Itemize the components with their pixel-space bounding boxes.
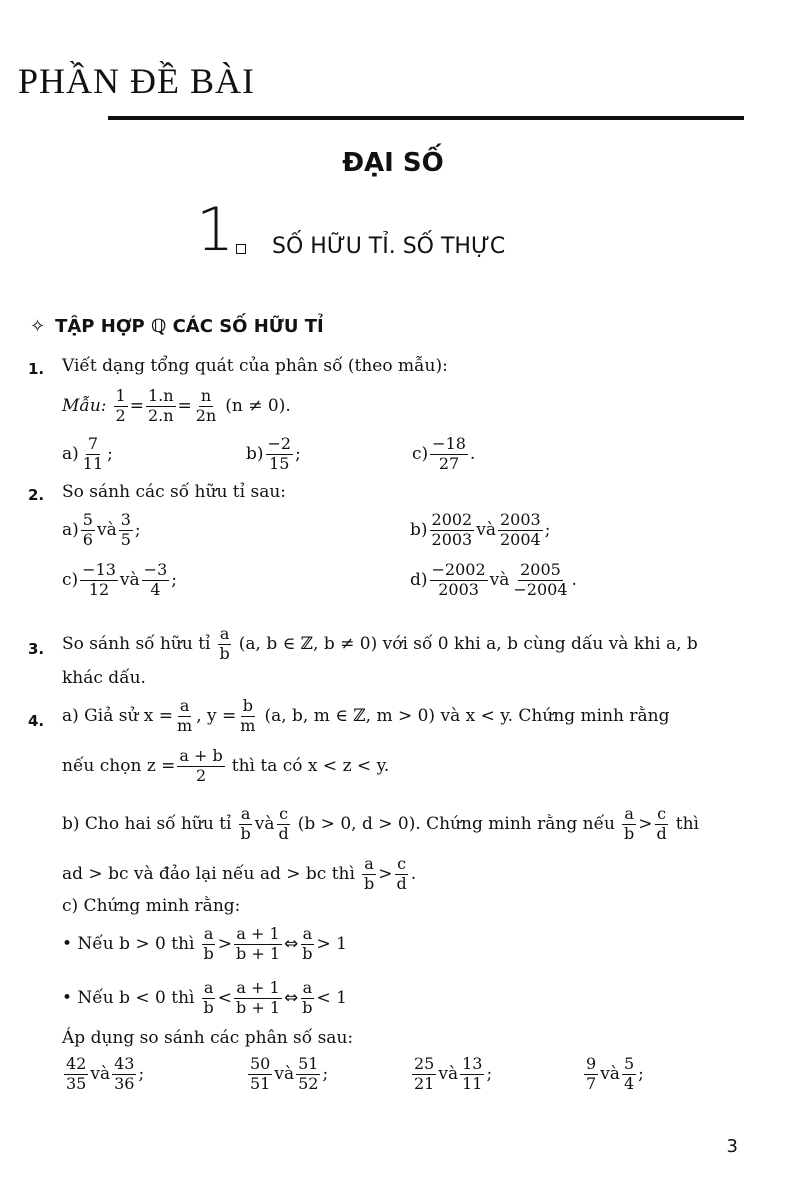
denominator: 52	[298, 1073, 319, 1093]
problem-4-apply	[62, 1028, 353, 1048]
punctuation: ;	[638, 1064, 644, 1085]
operator: >	[217, 934, 232, 955]
numerator: a + 1	[236, 924, 280, 943]
part-label: b)	[246, 444, 264, 465]
conjunction: và	[600, 1064, 620, 1085]
problem-4-c	[62, 896, 240, 916]
compare-pair	[582, 1056, 644, 1093]
problem-3-line-1	[62, 626, 698, 663]
problem-4-a-line-1	[62, 698, 670, 735]
problem-number: 4.	[28, 712, 45, 730]
numerator: a	[219, 624, 230, 643]
problem-text: (a, b, m ∈ ℤ, m > 0) và x < y. Chứng minh rằng	[264, 706, 670, 727]
punctuation: ;	[544, 520, 551, 541]
numerator: 3	[120, 510, 131, 529]
numerator: n	[200, 386, 212, 405]
operator: >	[378, 864, 393, 885]
denominator: 21	[414, 1073, 435, 1093]
problem-4-a-line-2	[62, 748, 389, 785]
equivalence-icon: ⇔	[284, 988, 299, 1009]
denominator: b	[240, 823, 251, 843]
numerator: 43	[114, 1054, 135, 1073]
fraction	[239, 806, 253, 843]
denominator: 35	[66, 1073, 87, 1093]
numerator: a	[302, 978, 313, 997]
denominator: m	[177, 715, 193, 735]
numerator: 9	[586, 1054, 597, 1073]
fraction	[238, 698, 257, 735]
fraction	[119, 512, 133, 549]
denominator: 51	[250, 1073, 271, 1093]
fraction	[202, 926, 216, 963]
problem-text: a) Giả sử x =	[62, 706, 174, 727]
fraction	[81, 512, 95, 549]
compare-pair	[62, 1056, 144, 1093]
denominator: 6	[82, 529, 93, 549]
numerator: a	[203, 978, 214, 997]
numerator: a	[364, 854, 374, 873]
problem-4-c-bullet-1	[62, 926, 347, 963]
fraction	[430, 512, 475, 549]
fraction	[114, 388, 128, 425]
conjunction: và	[119, 570, 140, 591]
punctuation: ;	[171, 570, 177, 591]
fraction	[177, 748, 224, 785]
punctuation: .	[469, 444, 476, 465]
problem-text: thì ta có x < z < y.	[231, 756, 390, 777]
problem-1-example	[62, 388, 291, 425]
chapter-title: SỐ HỮU TỈ. SỐ THỰC	[272, 234, 506, 259]
numerator: 51	[298, 1054, 319, 1073]
chapter-number	[196, 195, 246, 265]
fraction	[498, 512, 543, 549]
subsection-heading	[30, 316, 324, 337]
problem-text: c) Chứng minh rằng:	[62, 896, 241, 916]
part-title: PHẦN ĐỀ BÀI	[18, 61, 256, 101]
part-label: c)	[412, 444, 429, 465]
denominator: 2n	[195, 405, 217, 425]
problem-text: b) Cho hai số hữu tỉ	[62, 814, 232, 835]
fraction	[234, 980, 282, 1017]
problem-text: nếu chọn z =	[62, 756, 176, 777]
fraction	[654, 806, 668, 843]
operator: <	[217, 988, 232, 1009]
fraction	[296, 1056, 320, 1093]
part-label: d)	[410, 570, 428, 591]
problem-3-line-2	[62, 668, 146, 688]
problem-text: So sánh số hữu tỉ	[62, 634, 211, 655]
problem-number: 1.	[28, 360, 45, 378]
numerator: 50	[250, 1054, 271, 1073]
fraction	[112, 1056, 136, 1093]
numerator: −18	[432, 434, 466, 453]
numerator: 25	[414, 1054, 435, 1073]
denominator: 36	[114, 1073, 135, 1093]
conjunction: và	[274, 1064, 295, 1085]
part-label: a)	[62, 520, 79, 541]
problem-4-b-line-2	[62, 856, 416, 893]
numerator: 5	[623, 1054, 635, 1073]
fraction	[80, 562, 118, 599]
problem-4-b-line-1	[62, 806, 699, 843]
numerator: c	[397, 854, 407, 873]
numerator: −3	[143, 560, 168, 579]
problem-1-part-c	[412, 436, 475, 473]
numerator: a	[240, 804, 251, 823]
denominator: b + 1	[236, 997, 280, 1017]
numerator: −2002	[431, 560, 486, 579]
problem-text: (a, b ∈ ℤ, b ≠ 0) với số 0 khi a, b cùng dấu và khi a, b	[238, 634, 698, 655]
problem-2-part-b	[410, 512, 550, 549]
numerator: b	[242, 696, 253, 715]
part-label: a)	[62, 444, 79, 465]
fraction	[430, 562, 488, 599]
square-icon	[236, 244, 246, 254]
punctuation: .	[571, 570, 577, 591]
conjunction: và	[476, 520, 496, 541]
fraction	[81, 436, 105, 473]
fraction	[175, 698, 194, 735]
denominator: 4	[623, 1073, 635, 1093]
numerator: a + 1	[236, 978, 280, 997]
fraction	[64, 1056, 88, 1093]
equivalence-icon: ⇔	[284, 934, 299, 955]
denominator: 2	[196, 765, 207, 785]
denominator: 15	[269, 453, 290, 473]
problem-1-text	[62, 356, 448, 376]
problem-text: > 1	[316, 934, 347, 955]
punctuation: ;	[486, 1064, 493, 1085]
denominator: 12	[88, 579, 110, 599]
fraction	[362, 856, 376, 893]
problem-text: So sánh các số hữu tỉ sau:	[62, 482, 287, 502]
numerator: 42	[66, 1054, 87, 1073]
operator: >	[638, 814, 653, 835]
problem-number: 3.	[28, 640, 45, 658]
fraction	[300, 926, 314, 963]
fraction	[584, 1056, 598, 1093]
problem-2-part-c	[62, 562, 177, 599]
denominator: 2003	[438, 579, 479, 599]
fraction	[622, 1056, 636, 1093]
conjunction: và	[489, 570, 510, 591]
problem-text: • Nếu b < 0 thì	[62, 988, 195, 1009]
fraction	[266, 436, 294, 473]
punctuation: ;	[134, 520, 141, 541]
problem-2-text	[62, 482, 286, 502]
fraction	[300, 980, 314, 1017]
denominator: 2	[115, 405, 126, 425]
problem-text: < 1	[316, 988, 347, 1009]
denominator: 4	[150, 579, 161, 599]
problem-text: • Nếu b > 0 thì	[62, 934, 195, 955]
chapter-number-text: 1	[196, 195, 235, 265]
punctuation: ;	[138, 1064, 145, 1085]
numerator: a	[302, 924, 313, 943]
conjunction: và	[90, 1064, 111, 1085]
problem-text: ad > bc và đảo lại nếu ad > bc thì	[62, 864, 355, 885]
conjunction: và	[96, 520, 117, 541]
condition-text: (n ≠ 0).	[225, 396, 291, 417]
title-rule	[108, 116, 744, 120]
problem-text: (b > 0, d > 0). Chứng minh rằng nếu	[297, 814, 615, 835]
numerator: −13	[82, 560, 116, 579]
problem-text: Áp dụng so sánh các phân số sau:	[62, 1028, 354, 1048]
fraction	[234, 926, 282, 963]
numerator: 7	[87, 434, 99, 453]
conjunction: và	[254, 814, 275, 835]
fraction	[430, 436, 468, 473]
equals-sign: =	[129, 396, 144, 417]
problem-2-part-d	[410, 562, 577, 599]
punctuation: ;	[295, 444, 301, 465]
denominator: 11	[462, 1073, 483, 1093]
fraction	[412, 1056, 436, 1093]
problem-1-part-b	[246, 436, 301, 473]
fraction	[460, 1056, 484, 1093]
fraction	[146, 388, 176, 425]
denominator: b	[302, 997, 313, 1017]
compare-pair	[410, 1056, 492, 1093]
denominator: b	[363, 873, 375, 893]
subsection-title: TẬP HỢP ℚ CÁC SỐ HỮU TỈ	[55, 316, 324, 337]
problem-number: 2.	[28, 486, 45, 504]
denominator: d	[396, 873, 407, 893]
fraction	[277, 806, 291, 843]
punctuation: ;	[322, 1064, 329, 1085]
punctuation: ;	[107, 444, 113, 465]
problem-text: Viết dạng tổng quát của phân số (theo mẫu):	[62, 356, 448, 376]
denominator: b	[203, 943, 214, 963]
section-title: ĐẠI SỐ	[342, 148, 444, 178]
page-number: 3	[726, 1136, 738, 1157]
numerator: −2	[267, 434, 292, 453]
numerator: a	[179, 696, 190, 715]
numerator: c	[279, 804, 289, 823]
numerator: 1.n	[147, 386, 174, 405]
denominator: −2004	[513, 579, 568, 599]
denominator: 7	[586, 1073, 597, 1093]
fraction	[394, 856, 408, 893]
numerator: 1	[115, 386, 126, 405]
denominator: d	[278, 823, 289, 843]
conjunction: và	[438, 1064, 459, 1085]
denominator: 2003	[431, 529, 473, 549]
numerator: 2002	[431, 510, 473, 529]
denominator: b	[302, 943, 313, 963]
example-label: Mẫu:	[62, 396, 107, 417]
numerator: c	[657, 804, 667, 823]
fraction	[194, 388, 218, 425]
denominator: m	[240, 715, 256, 735]
punctuation: .	[410, 864, 417, 885]
fraction	[202, 980, 216, 1017]
numerator: a + b	[179, 746, 223, 765]
part-label: c)	[62, 570, 79, 591]
problem-2-part-a	[62, 512, 141, 549]
numerator: 2003	[499, 510, 541, 529]
numerator: 5	[82, 510, 93, 529]
denominator: b	[219, 643, 230, 663]
part-label: b)	[410, 520, 428, 541]
denominator: b	[203, 997, 214, 1017]
problem-1-part-a	[62, 436, 113, 473]
compare-pair	[246, 1056, 328, 1093]
denominator: d	[656, 823, 667, 843]
denominator: b + 1	[236, 943, 280, 963]
fraction	[248, 1056, 272, 1093]
diamond-bullet-icon: ✧	[30, 316, 46, 337]
denominator: 27	[438, 453, 460, 473]
fraction	[142, 562, 170, 599]
problem-text: thì	[675, 814, 699, 835]
denominator: 11	[82, 453, 104, 473]
fraction	[511, 562, 569, 599]
numerator: a	[624, 804, 634, 823]
problem-4-c-bullet-2	[62, 980, 347, 1017]
fraction	[622, 806, 636, 843]
numerator: 2005	[520, 560, 561, 579]
denominator: 2.n	[147, 405, 174, 425]
denominator: b	[623, 823, 635, 843]
numerator: 13	[462, 1054, 483, 1073]
problem-text: , y =	[196, 706, 237, 727]
equals-sign: =	[177, 396, 192, 417]
fraction	[218, 626, 232, 663]
numerator: a	[203, 924, 214, 943]
denominator: 2004	[499, 529, 541, 549]
problem-text: khác dấu.	[62, 668, 146, 688]
denominator: 5	[120, 529, 131, 549]
